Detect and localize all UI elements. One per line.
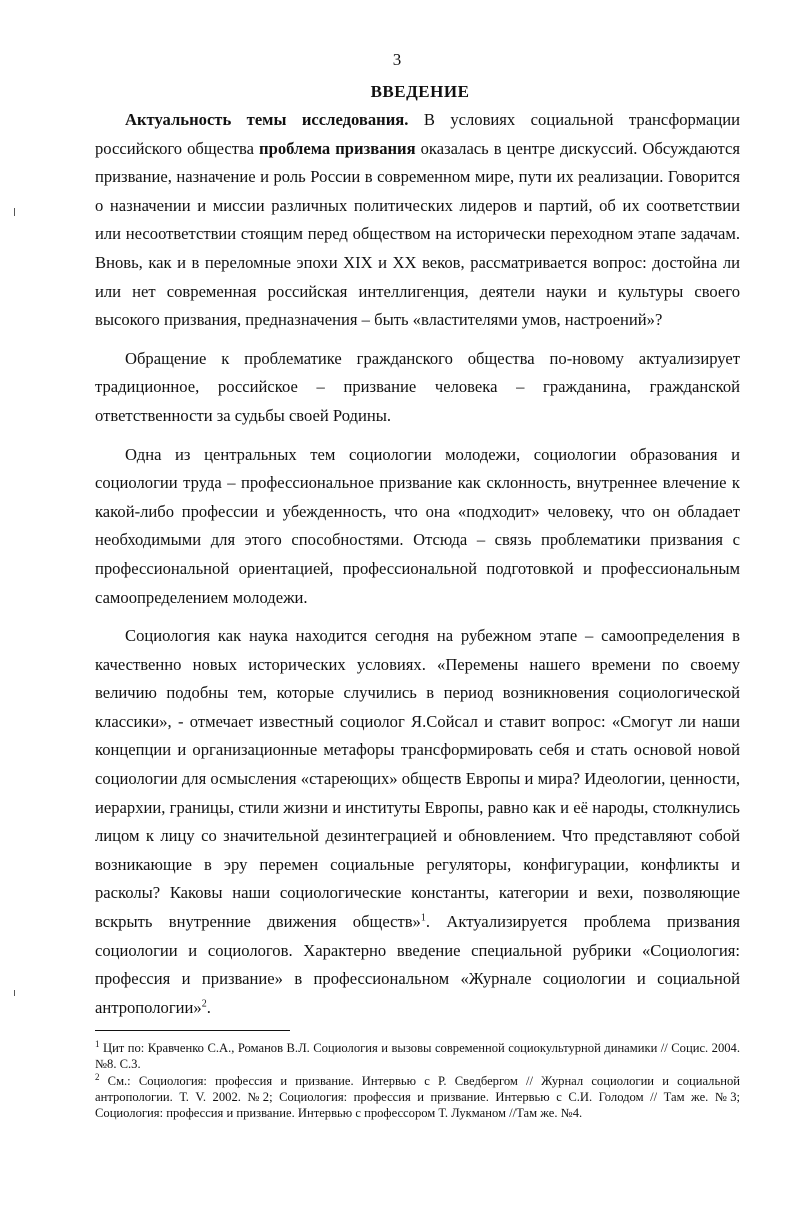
body-text — [95, 106, 740, 1022]
paragraph-3: Одна из центральных тем социологии молодежи, социологии образования и социологии труда – профессиональное призвание как склонность, внутреннее влечение к какой-либо профессии и убежденность, что она «подходит» человеку, что он обладает необходимыми для этого способностями. Отсюда – связь проблематики призвания с профессиональной ориентацией, профессиональной подготовкой и профессиональным самоопределением молодежи. — [95, 444, 740, 607]
section-title: ВВЕДЕНИЕ — [370, 82, 470, 101]
paragraph-4-text-c: . — [206, 997, 211, 1017]
paragraph-2: Обращение к проблематике гражданского общества по-новому актуализирует традиционное, российское – призвание человека – гражданина, гражданской ответственности за судьбы своей Родины. — [95, 348, 740, 425]
footnote-marker: 2 — [95, 1071, 100, 1082]
footnote-ref-1: 1 — [420, 912, 426, 924]
footnote-text: См.: Социология: профессия и призвание. Интервью с Р. Сведбергом // Журнал социологии и социальной антропологии. Т. V. 2002. №2; Социология: профессия и призвание. Интервью с С.И. Голодом // Там же. №3; Социология: профессия и призвание. Интервью с профессором Т. Лукманом //Там же. №4. — [95, 1074, 740, 1120]
paragraph-1-text-a: В условиях социальной трансформации российского общества — [95, 110, 740, 158]
footnote-2 — [95, 1073, 740, 1121]
relevance-heading: Актуальность темы исследования. — [125, 110, 409, 129]
paragraph-1-text-b: оказалась в центре дискуссий. Обсуждаются призвание, назначение и роль России в современном мире, пути их реализации. Говорится о назначении и миссии различных политических лидеров и партий, об их соответствии или несоответствии стоящим перед обществом на исторически переходном этапе задачам. Вновь, как и в переломные эпохи XIX и XX веков, рассматривается вопрос: достойна ли или нет современная российская интеллигенция, деятели науки и культуры своего высокого призвания, предназначения – быть «властителями умов, настроений»? — [95, 138, 740, 330]
footnote-ref-2: 2 — [201, 998, 207, 1010]
footnotes — [95, 1040, 740, 1122]
scan-artifact — [14, 990, 15, 996]
paragraph-4-text-b: . Актуализируется проблема призвания социологии и социологов. Характерно введение специальной рубрики «Социология: профессия и призвание» в профессиональном «Журнале социологии и социальной антропологии» — [95, 912, 740, 1017]
page-number: 3 — [392, 50, 402, 69]
paragraph-1 — [95, 106, 740, 335]
paragraph-4 — [95, 622, 740, 1022]
paragraph-4-text-a: Социология как наука находится сегодня на рубежном этапе – самоопределения в качественно новых исторических условиях. «Перемены нашего времени по своему величию подобны тем, которые случились в период возникновения социологической классики», - отмечает известный социолог Я.Сойсал и ставит вопрос: «Смогут ли наши концепции и организационные метафоры трансформировать себя и стать основой новой социологии для осмысления «стареющих» обществ Европы и мира? Идеологии, ценности, иерархии, границы, стили жизни и институты Европы, равно как и её народы, столкнулись лицом к лицу со значительной дезинтеграцией и обновлением. Что представляют собой возникающие в эру перемен социальные регуляторы, конфигурации, конфликты и расколы? Каковы наши социологические константы, категории и вехи, позволяющие вскрыть внутренние движения обществ» — [95, 626, 740, 932]
scan-artifact — [14, 208, 15, 216]
paragraph-1-emphasis: проблема призвания — [259, 138, 416, 158]
footnote-separator — [95, 1030, 290, 1031]
footnote-marker: 1 — [95, 1038, 100, 1049]
footnote-1 — [95, 1040, 740, 1072]
footnote-text: Цит по: Кравченко С.А., Романов В.Л. Социология и вызовы современной социокультурной динамики // Социс. 2004. №8. С.3. — [95, 1041, 740, 1071]
